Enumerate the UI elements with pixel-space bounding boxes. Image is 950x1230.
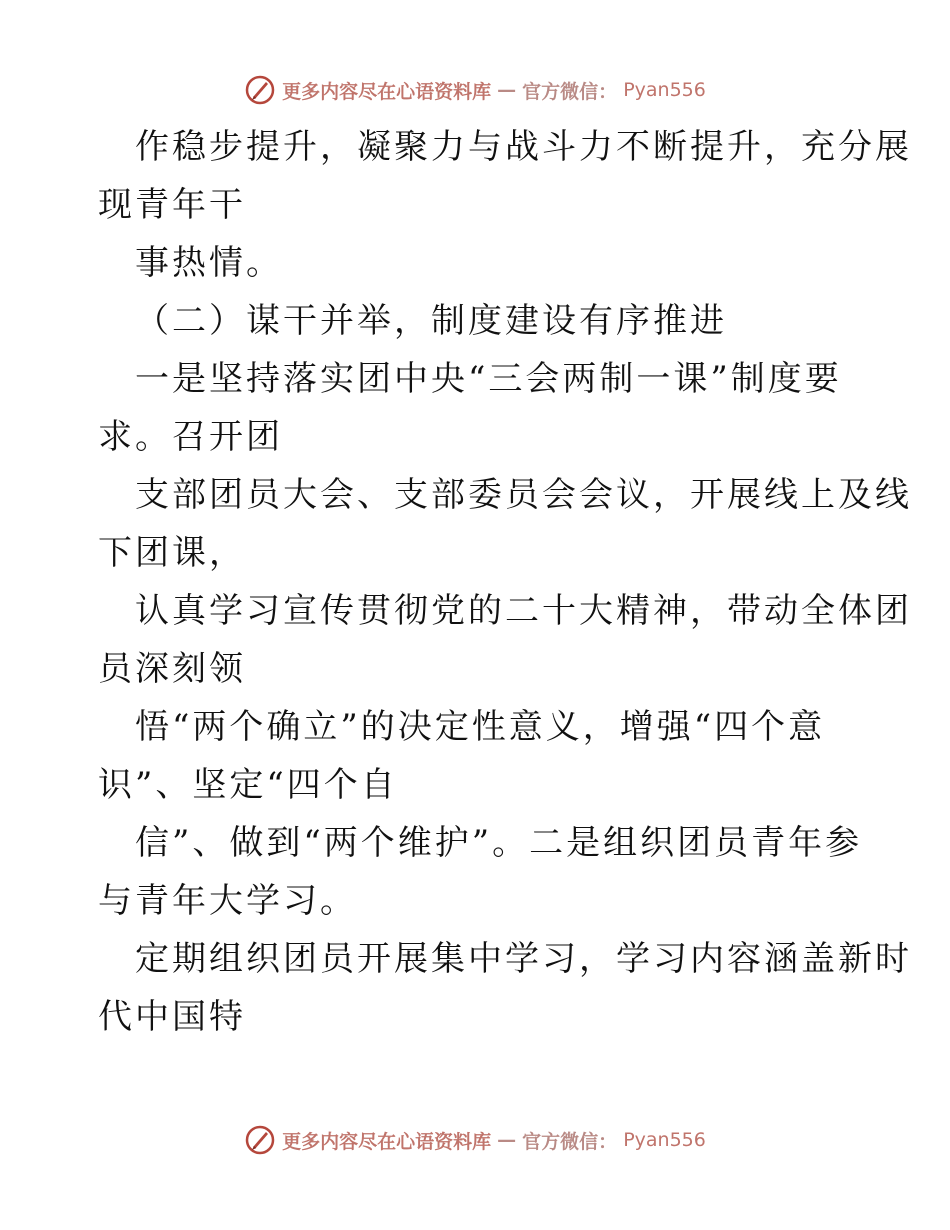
watermark-text: 更多内容尽在心语资料库 <box>282 1130 492 1153</box>
text-line: 事热情。 <box>135 243 283 283</box>
text-line: 现青年干 <box>98 185 246 225</box>
text-line: 与青年大学习。 <box>98 881 357 921</box>
text-line: 一是坚持落实团中央“三会两制一课”制度要 <box>135 359 842 399</box>
quill-logo-icon <box>244 1124 276 1156</box>
text-line: 求。召开团 <box>98 417 283 457</box>
section-heading: （二）谋干并举，制度建设有序推进 <box>135 301 727 341</box>
watermark-wechat-id: Pyan556 <box>623 1129 706 1151</box>
text-line: 信”、做到“两个维护”。二是组织团员青年参 <box>135 823 863 863</box>
text-line: 员深刻领 <box>98 649 246 689</box>
watermark-separator: — <box>497 79 517 101</box>
text-line: 悟“两个确立”的决定性意义，增强“四个意 <box>135 707 826 747</box>
watermark-wechat-id: Pyan556 <box>623 79 706 101</box>
watermark-text: 更多内容尽在心语资料库 <box>282 80 492 103</box>
text-line: 作稳步提升，凝聚力与战斗力不断提升，充分展 <box>135 127 912 167</box>
watermark-contact: 官方微信： <box>522 1130 618 1153</box>
text-line: 认真学习宣传贯彻党的二十大精神，带动全体团 <box>135 591 912 631</box>
document-body <box>98 118 912 1046</box>
text-line: 代中国特 <box>98 997 246 1037</box>
text-line: 下团课， <box>98 533 246 573</box>
quill-logo-icon <box>244 74 276 106</box>
text-line: 识”、坚定“四个自 <box>98 765 398 805</box>
text-line: 支部团员大会、支部委员会会议，开展线上及线 <box>135 475 912 515</box>
header-watermark <box>0 70 950 110</box>
watermark-separator: — <box>497 1129 517 1151</box>
text-line: 定期组织团员开展集中学习，学习内容涵盖新时 <box>135 939 912 979</box>
watermark-contact: 官方微信： <box>522 80 618 103</box>
footer-watermark <box>0 1120 950 1160</box>
